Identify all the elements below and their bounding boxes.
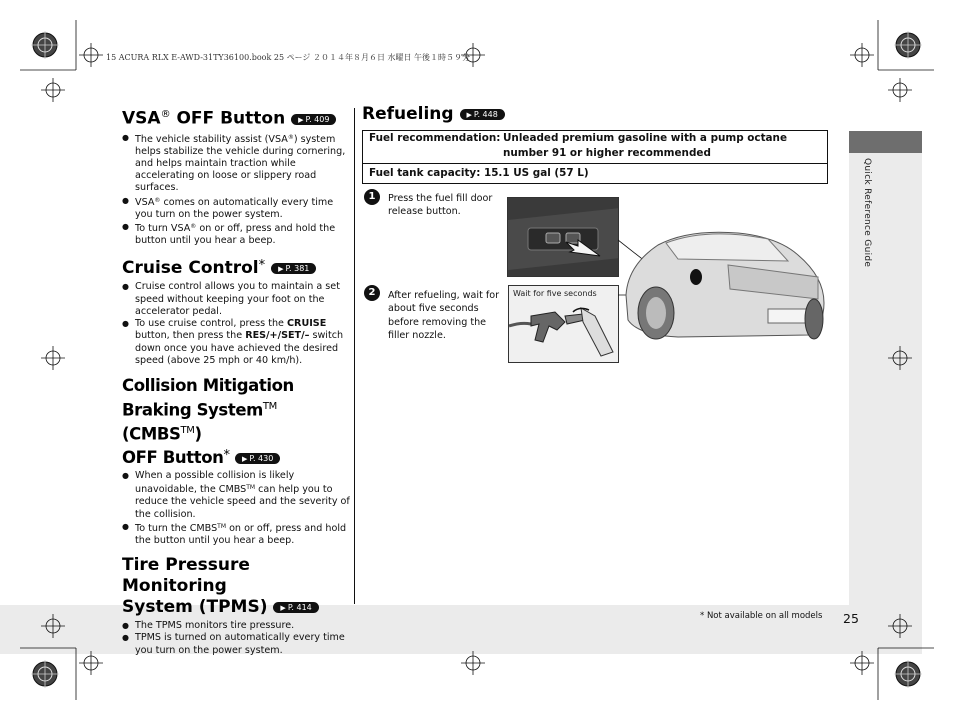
car-rear-icon xyxy=(618,225,828,350)
page-number: 25 xyxy=(843,611,859,626)
list-item: ● VSA® comes on automatically every time you turn on the power system. xyxy=(122,195,350,221)
registration-mark-tr xyxy=(893,30,923,60)
tpms-page-ref[interactable]: ▶ P. 414 xyxy=(273,602,318,613)
list-item: ● When a possible collision is likely unavoidable, the CMBS™ can help you to reduce the vehicle speed and the severity of the collision. xyxy=(122,470,350,521)
list-item: ● To turn VSA® on or off, press and hold the button until you hear a beep. xyxy=(122,221,350,247)
cruise-title: Cruise Control* ▶ P. 381 xyxy=(122,255,350,279)
tpms-bullets xyxy=(122,620,350,657)
registration-mark-br xyxy=(893,659,923,689)
side-tab-header xyxy=(849,131,922,153)
cruise-bullets xyxy=(122,281,350,366)
list-item: ● Cruise control allows you to maintain a set speed without keeping your foot on the accelerator pedal. xyxy=(122,281,350,318)
registration-mark-bl xyxy=(30,659,60,689)
arrow-icon: ▶ xyxy=(280,604,286,613)
step-1-number: 1 xyxy=(364,189,380,205)
vsa-bullets xyxy=(122,132,350,248)
arrow-icon: ▶ xyxy=(241,454,248,463)
side-tab-label: Quick Reference Guide xyxy=(862,158,872,268)
left-column xyxy=(122,104,350,665)
arrow-icon: ▶ xyxy=(278,265,284,274)
refueling-page-ref[interactable]: ▶ P. 448 xyxy=(460,109,505,120)
cmbs-bullets xyxy=(122,470,350,547)
nozzle-icon xyxy=(509,286,619,363)
fuel-info-table xyxy=(362,130,828,184)
registration-mark-tl xyxy=(30,30,60,60)
fuel-recommendation-row: Fuel recommendation: Unleaded premium gasoline with a pump octane number 91 or higher recommended xyxy=(363,131,827,164)
list-item: ● The TPMS monitors tire pressure. xyxy=(122,620,350,632)
fuel-door-release-illustration xyxy=(507,197,619,277)
fuel-tank-row: Fuel tank capacity: 15.1 US gal (57 L) xyxy=(369,167,589,179)
print-header: 15 ACURA RLX E-AWD-31TY36100.book 25 ページ ２０１４年８月６日 水曜日 午後１時５９分 xyxy=(106,53,471,62)
cruise-page-ref[interactable]: ▶ P. 381 xyxy=(271,263,316,274)
filler-nozzle-illustration xyxy=(508,285,619,363)
wait-label: Wait for five seconds xyxy=(513,289,597,298)
cmbs-page-ref[interactable]: ▶ P. 430 xyxy=(235,453,280,464)
vsa-page-ref[interactable]: ▶ P. 409 xyxy=(291,114,336,125)
release-button-icon xyxy=(508,198,619,277)
list-item: ● To use cruise control, press the CRUISE button, then press the RES/+/SET/– switch down once you have achieved the desired speed (above 25 mph or 40 km/h). xyxy=(122,318,350,367)
vsa-title: VSA® OFF Button ▶ P. 409 xyxy=(122,104,350,130)
step-1-text: Press the fuel fill door release button. xyxy=(388,193,493,218)
right-column xyxy=(362,104,832,184)
step-2-text: After refueling, wait for about five seconds before removing the filler nozzle. xyxy=(388,290,500,342)
list-item: ● TPMS is turned on automatically every time you turn on the power system. xyxy=(122,632,350,656)
list-item: ● The vehicle stability assist (VSA®) system helps stabilize the vehicle during cornering, and helps maintain traction while accelerating on loose or slippery road surfaces. xyxy=(122,132,350,195)
step-2-number: 2 xyxy=(364,285,380,301)
refueling-title: Refueling ▶ P. 448 xyxy=(362,104,832,125)
column-divider xyxy=(354,108,355,604)
arrow-icon: ▶ xyxy=(466,111,472,119)
tpms-title: Tire Pressure Monitoring System (TPMS) ▶ P. 414 xyxy=(122,555,350,618)
arrow-icon: ▶ xyxy=(298,115,304,124)
list-item: ● To turn the CMBS™ on or off, press and hold the button until you hear a beep. xyxy=(122,521,350,547)
footnote: * Not available on all models xyxy=(700,611,823,621)
side-tab xyxy=(849,131,922,654)
cmbs-title: Collision Mitigation Braking System™ (CMBS™) OFF Button* ▶ P. 430 xyxy=(122,375,294,467)
